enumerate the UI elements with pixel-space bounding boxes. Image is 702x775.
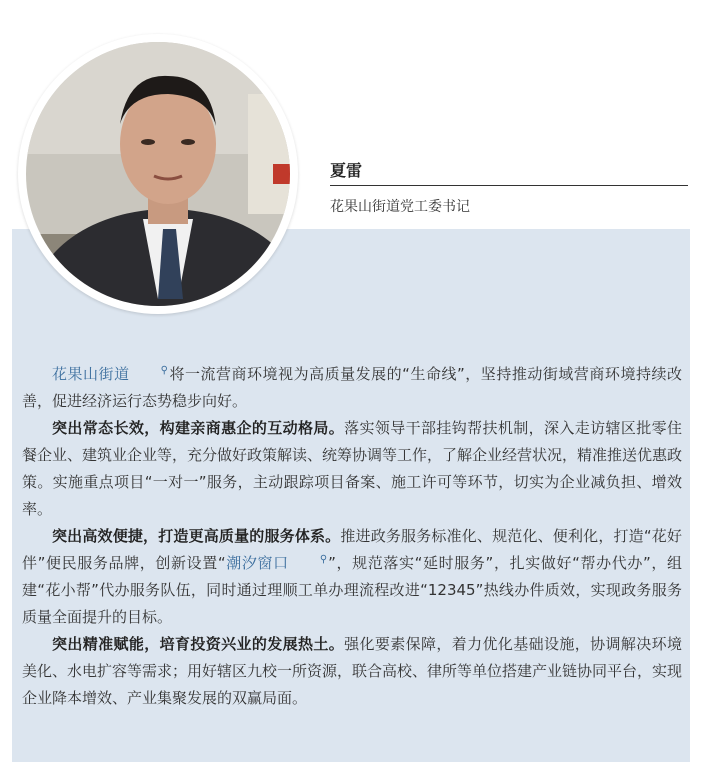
paragraph-lead: 突出常态长效，构建亲商惠企的互动格局。: [52, 419, 345, 437]
paragraph-text: 强化要素保障，着力优化基础设施，协调解决环境美化、水电扩容等需求；用好辖区九校一所资源，联合高校、律所等单位搭建产业链协同平台，实现企业降本增效、产业集聚发展的双赢局面。: [22, 635, 683, 707]
paragraph-empowerment: [22, 631, 682, 712]
portrait-illustration: [18, 34, 298, 314]
article-body: [22, 361, 682, 712]
paragraph-intro: [22, 361, 682, 415]
name-divider: [330, 185, 688, 186]
link-tide-window[interactable]: 潮汐窗口: [225, 554, 289, 572]
search-icon[interactable]: ⚲: [319, 554, 328, 565]
paragraph-lead: 突出高效便捷，打造更高质量的服务体系。: [52, 527, 341, 545]
paragraph-service: [22, 523, 682, 631]
person-title: 花果山街道党工委书记: [330, 199, 470, 215]
person-name: 夏雷: [330, 161, 363, 180]
paragraph-text: 将一流营商环境视为高质量发展的“生命线”，坚持推动街域营商环境持续改善，促进经济运行态势稳步向好。: [22, 365, 682, 410]
portrait-photo: [18, 34, 298, 314]
paragraph-text: 推进政务服务标准化、规范化、便利化，打造“花好伴”便民服务品牌，创新设置“: [22, 527, 682, 572]
paragraph-lead: 突出精准赋能，培育投资兴业的发展热土。: [52, 635, 345, 653]
paragraph-normalization: [22, 415, 682, 523]
paragraph-text: ”，规范落实“延时服务”，扎实做好“帮办代办”，组建“花小帮”代办服务队伍，同时通过理顺工单办理流程改进“12345”热线办件质效，实现政务服务质量全面提升的目标。: [22, 554, 682, 626]
link-huaguoshan-street[interactable]: 花果山街道: [52, 365, 130, 383]
search-icon[interactable]: ⚲: [160, 365, 168, 376]
paragraph-text: 落实领导干部挂钩帮扶机制，深入走访辖区批零住餐企业、建筑业企业等，充分做好政策解读、统筹协调等工作，了解企业经营状况，精准推送优惠政策。实施重点项目“一对一”服务，主动跟踪项目备案、施工许可等环节，切实为企业减负担、增效率。: [22, 419, 683, 518]
